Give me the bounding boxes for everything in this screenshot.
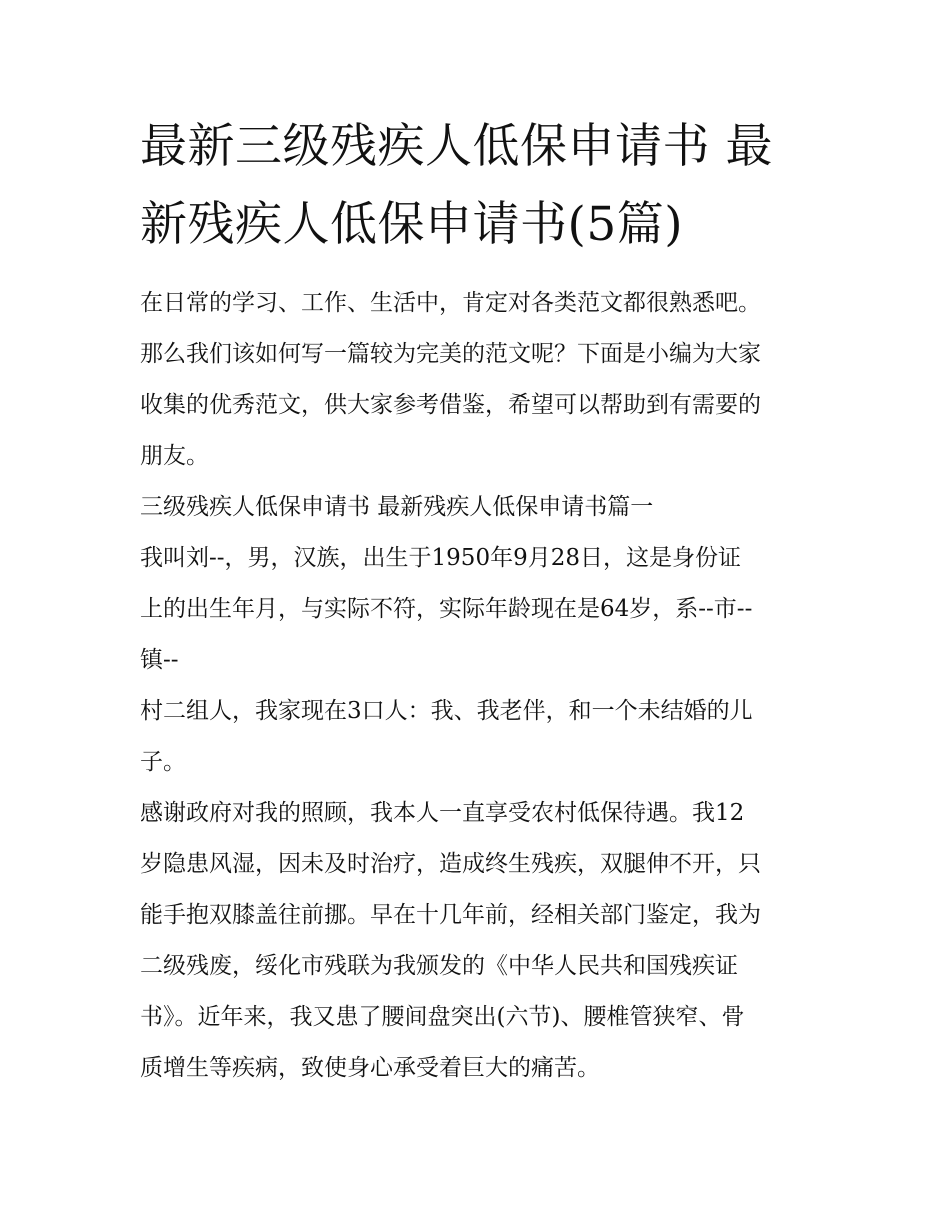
paragraph-line: 镇-- (140, 647, 179, 673)
paragraph-line: 我叫刘--，男，汉族，出生于1950年9月28日，这是身份证 (140, 545, 741, 571)
paragraph-line: 在日常的学习、工作、生活中，肯定对各类范文都很熟悉吧。 (140, 290, 761, 316)
paragraph-line: 那么我们该如何写一篇较为完美的范文呢？下面是小编为大家 (140, 341, 761, 367)
paragraph-line: 上的出生年月，与实际不符，实际年龄现在是64岁，系--市-- (140, 596, 753, 622)
document-title (140, 108, 812, 264)
paragraph-line: 朋友。 (140, 443, 209, 469)
document-content (140, 108, 812, 1094)
section-heading (140, 482, 812, 533)
paragraph-line: 岁隐患风湿，因未及时治疗，造成终生残疾，双腿伸不开，只 (140, 851, 761, 877)
paragraph-line: 书》。近年来，我又患了腰间盘突出(六节)、腰椎管狭窄、骨 (140, 1004, 745, 1030)
paragraph-line: 能手抱双膝盖往前挪。早在十几年前，经相关部门鉴定，我为 (140, 902, 761, 928)
title-line: 新残疾人低保申请书(5篇) (140, 197, 684, 252)
paragraph-line: 村二组人，我家现在3口人：我、我老伴，和一个未结婚的儿 (140, 698, 753, 724)
title-line: 最新三级残疾人低保申请书 最 (140, 119, 773, 174)
paragraph-line: 子。 (140, 749, 186, 775)
paragraph-line: 质增生等疾病，致使身心承受着巨大的痛苦。 (140, 1055, 600, 1081)
paragraph-line: 收集的优秀范文，供大家参考借鉴，希望可以帮助到有需要的 (140, 392, 761, 418)
body-paragraph (140, 788, 812, 1094)
intro-paragraph (140, 278, 812, 482)
paragraph-line: 感谢政府对我的照顾，我本人一直享受农村低保待遇。我12 (140, 800, 745, 826)
body-paragraph (140, 686, 812, 788)
body-paragraph (140, 533, 812, 686)
paragraph-line: 二级残废，绥化市残联为我颁发的《中华人民共和国残疾证 (140, 953, 738, 979)
paragraph-line: 三级残疾人低保申请书 最新残疾人低保申请书篇一 (140, 494, 654, 520)
